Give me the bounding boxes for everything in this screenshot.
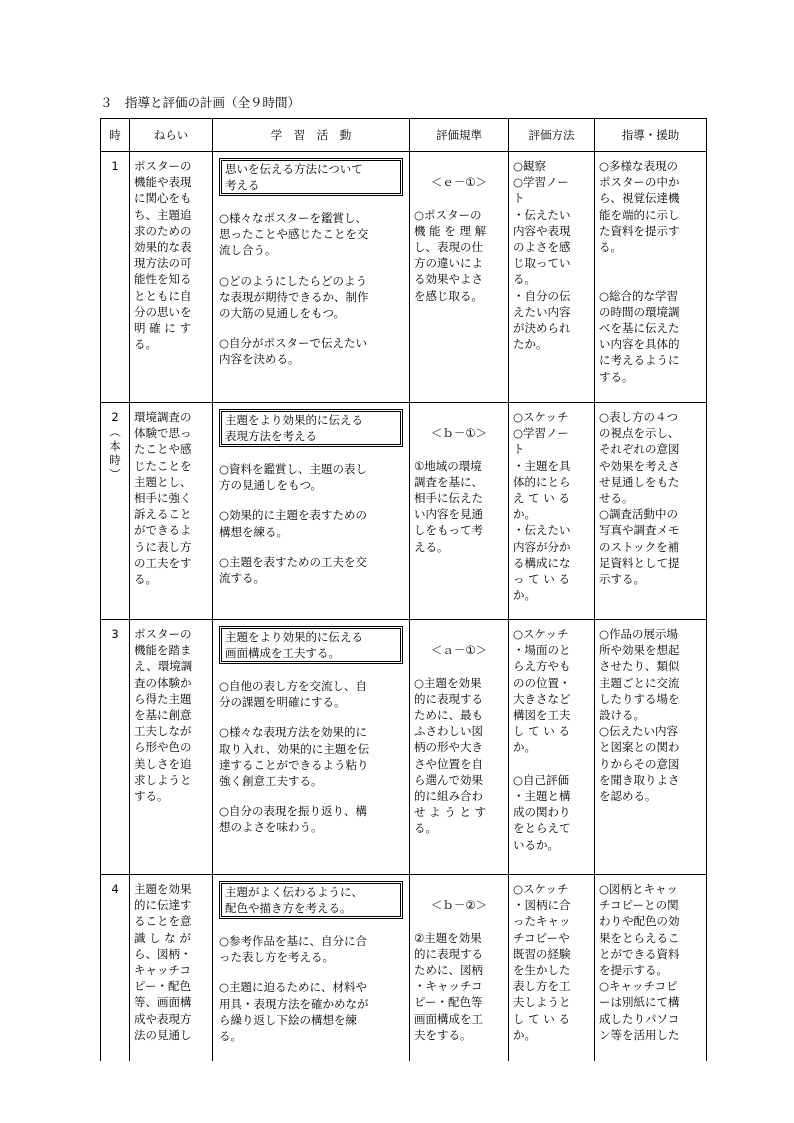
hour-cell	[101, 152, 130, 403]
header-criteria: 評価規準	[410, 119, 509, 152]
activity-item: ○自分がポスターで伝えたい 内容を決める。	[219, 336, 368, 367]
activity-item: ○どのようにしたらどのよう な表現が期待できるか、制作 の大筋の見通しをもつ。	[219, 273, 369, 321]
activity-item: ○様々なポスターを鑑賞し、 思ったことや感じたことを交 流し合う。	[219, 211, 369, 258]
header-aim: ねらい	[130, 119, 213, 152]
header-hour: 時	[101, 119, 130, 152]
criteria-cell	[410, 875, 509, 1062]
criteria-text: ②主題を効果 的に表現する ために、図柄 ・キャッチコ ピー・配色等 画面構成を工 夫をする。	[414, 930, 483, 1042]
activity-item: ○効果的に主題を表すための 構想を練る。	[219, 508, 368, 539]
table-row	[101, 403, 707, 620]
activity-heading-box: 主題をより効果的に伝える 画面構成を工夫する。	[219, 626, 403, 664]
criteria-text: ○主題を効果 的に表現する ために、最も ふさわしい図 柄の形や大き さや位置を自 ら選んで効果 的に組み合わ せ よ う と す る。	[414, 675, 487, 836]
criteria-code: ＜ｂ－①＞	[430, 426, 488, 441]
criteria-code: ＜ｅ－①＞	[430, 175, 488, 190]
method-cell	[509, 620, 595, 875]
method-text: ○スケッチ ・場面のと らえ方やも のの位置・ 大きさなど 構図を工夫 し て い る か。 ○自己評価 ・主題と構 成の関わり をとらえて いるか。	[513, 627, 571, 852]
hour-number: 1	[111, 159, 119, 173]
criteria-code: ＜ａ－①＞	[430, 643, 488, 658]
hour-number: 4	[111, 882, 119, 896]
support-text: ○表し方の４つ の視点を示し、 それぞれの意図 や効果を考えさ せ見通しをもた せる。 ○調査活動中の 写真や調査メモ のストックを補 足資料として提 示する。	[599, 410, 680, 587]
activity-item: ○資料を鑑賞し、主題の表し 方の見通しをもつ。	[219, 462, 368, 493]
activity-item: ○自分の表現を振り返り、構 想のよさを味わう。	[219, 804, 368, 835]
table-row	[101, 620, 707, 875]
criteria-text: ①地域の環境 調査を基に、 相手に伝えた い内容を見通 しをもって考 える。	[414, 458, 483, 554]
activity-heading-box: 主題をより効果的に伝える 表現方法を考える	[219, 409, 403, 447]
criteria-code: ＜ｂ－②＞	[430, 898, 488, 913]
activity-cell	[213, 620, 410, 875]
table-row	[101, 152, 707, 403]
activity-item: ○主題に迫るために、材料や 用具・表現方法を確かめなが ら繰り返し下絵の構想を練 る。	[219, 980, 369, 1044]
activity-heading-box: 主題がよく伝わるように、 配色や描き方を考える。	[219, 881, 403, 919]
aim-cell	[130, 152, 213, 403]
aim-text: 環境調査の 体験で思っ たことや感 じたことを 主題とし、 相手に強く 訴えること ができるよ うに表し方 の工夫をす る。	[134, 410, 192, 587]
support-text: ○多様な表現の ポスターの中か ら、視覚伝達機 能を端的に示し た資料を提示す る。 ○総合的な学習 の時間の環境調 べを基に伝えた い内容を具体的 に考えるように する。	[599, 159, 680, 384]
activity-cell	[213, 875, 410, 1062]
hour-number: 2	[111, 410, 119, 424]
method-cell	[509, 403, 595, 620]
hour-cell	[101, 403, 130, 620]
header-support: 指導・援助	[595, 119, 707, 152]
activity-item: ○主題を表すための工夫を交 流する。	[219, 554, 368, 586]
method-text: ○スケッチ ○学習ノー ト ・主題を具 体的にとら え て い る か。 ・伝えたい 内容が分か る構成にな っ て い る か。	[513, 410, 571, 603]
support-text: ○図柄とキャッ チコピーとの関 わりや配色の効 果をとらえるこ とができる資料 を提示する。 ○キャッチコピ ーは別紙にて構 成したりパソコ ン等を活用した	[599, 882, 680, 1042]
header-activity: 学 習 活 動	[213, 119, 410, 152]
support-cell	[595, 620, 707, 875]
activity-heading-box: 思いを伝える方法について 考える	[219, 158, 403, 196]
activity-item: ○様々な表現方法を効果的に 取り入れ、効果的に主題を伝 達することができるよう粘り 強く創意工夫する。	[219, 725, 370, 789]
support-cell	[595, 875, 707, 1062]
criteria-cell	[410, 620, 509, 875]
criteria-cell	[410, 403, 509, 620]
aim-text: ポスターの 機能や表現 に関心をも ち、主題追 求のための 効果的な表 現方法の可 能性を知る とともに自 分の思いを 明 確 に す る。	[134, 159, 192, 352]
support-text: ○作品の展示場 所や効果を想起 させたり、類似 主題ごとに交流 したりする場を 設ける。 ○伝えたい内容 と図案との関わ りからその意図 を聞き取りよさ を認める。	[599, 627, 680, 804]
hour-number: 3	[111, 627, 119, 641]
method-cell	[509, 152, 595, 403]
method-text: ○観察 ○学習ノー ト ・伝えたい 内容や表現 のよさを感 じ取ってい る。 ・自分の伝 えたい内容 が決められ たか。	[513, 159, 571, 352]
method-text: ○スケッチ ・図柄に合 ったキャッ チコピーや 既習の経験 を生かした 表し方を工 夫しようと し て い る か。	[513, 882, 571, 1042]
method-cell	[509, 875, 595, 1062]
header-row	[101, 119, 707, 152]
support-cell	[595, 403, 707, 620]
header-method: 評価方法	[509, 119, 595, 152]
aim-cell	[130, 620, 213, 875]
hour-cell	[101, 620, 130, 875]
support-cell	[595, 152, 707, 403]
table-row	[101, 875, 707, 1062]
aim-cell	[130, 403, 213, 620]
section-title: ３ 指導と評価の計画（全９時間）	[100, 95, 301, 110]
criteria-cell	[410, 152, 509, 403]
activity-cell	[213, 152, 410, 403]
hour-cell	[101, 875, 130, 1062]
plan-table	[100, 118, 707, 1061]
aim-cell	[130, 875, 213, 1062]
activity-item: ○自他の表し方を交流し、自 分の課題を明確にする。	[219, 679, 368, 710]
aim-text: ポスターの 機能を踏ま え、環境調 査の体験か ら得た主題 を基に創意 工夫しなが ら形や色の 美しさを追 求しようと する。	[134, 627, 193, 804]
activity-cell	[213, 403, 410, 620]
criteria-text: ○ポスターの 機 能 を 理 解 し、表現の仕 方の違いによ る効果やよさ を感じ取る。	[414, 207, 487, 303]
aim-text: 主題を効果 的に伝達す ることを意 識 し な が ら、図柄・ キャッチコ ピー・配色 等、画面構 成や表現方 法の見通し	[134, 882, 192, 1042]
hour-note: ︵ 本 時 ︶	[109, 425, 121, 482]
activity-item: ○参考作品を基に、自分に合 った表し方を考える。	[219, 934, 368, 965]
